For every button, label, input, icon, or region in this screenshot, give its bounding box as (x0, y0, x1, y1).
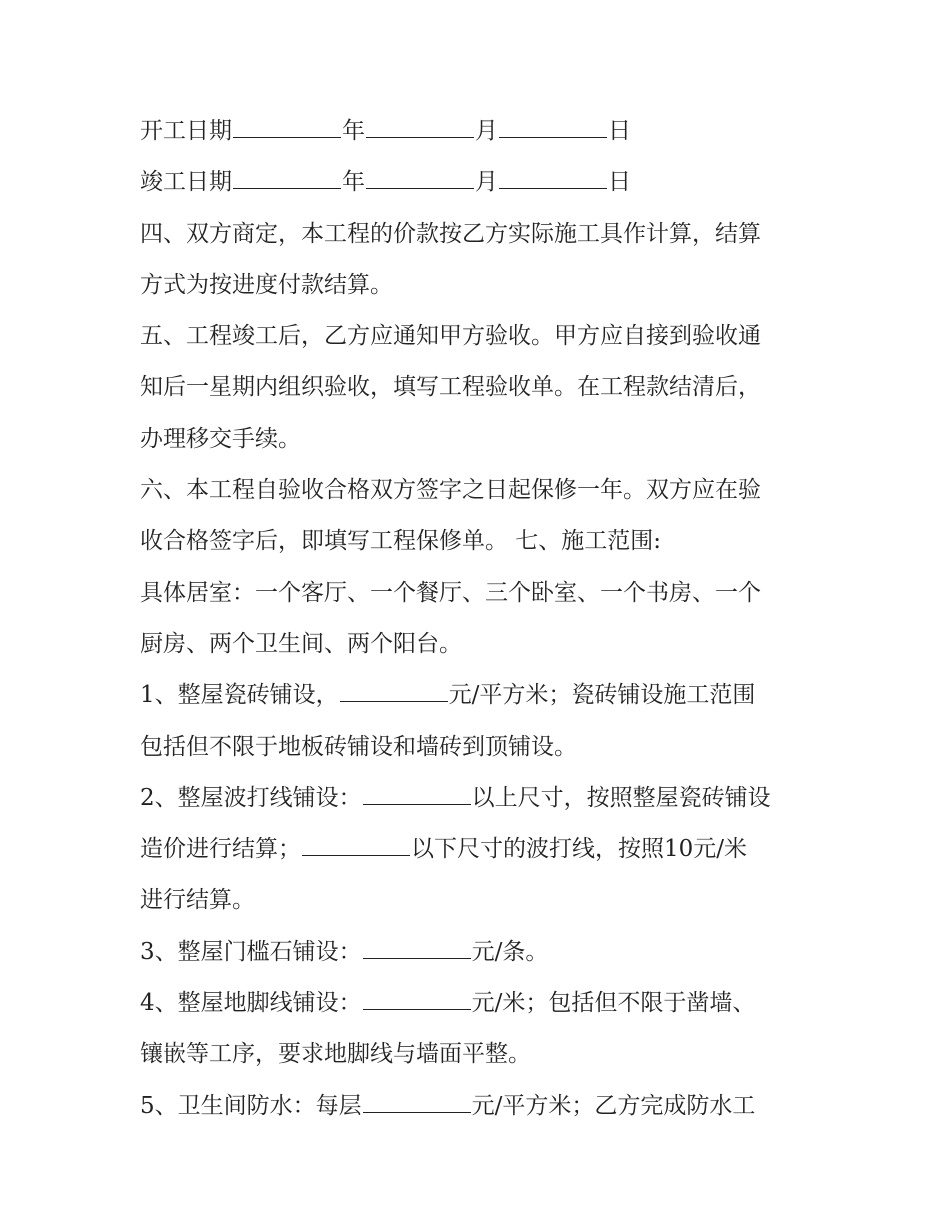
text-line (140, 875, 820, 926)
fill-in-blank (363, 803, 471, 805)
text-line (140, 1029, 820, 1080)
text-line (140, 927, 820, 978)
text-segment: 5、卫生间防水：每层 (140, 1092, 362, 1119)
text-line (140, 362, 820, 413)
text-line (140, 260, 820, 311)
text-segment: 进行结算。 (140, 887, 255, 914)
text-segment: 知后一星期内组织验收，填写工程验收单。在工程款结清后， (140, 374, 761, 401)
text-segment: 月 (475, 169, 498, 196)
text-segment: 年 (342, 169, 365, 196)
text-line (140, 978, 820, 1029)
text-segment: 厨房、两个卫生间、两个阳台。 (140, 630, 462, 657)
text-line (140, 568, 820, 619)
text-line (140, 824, 820, 875)
text-segment: 以下尺寸的波打线，按照10元/米 (411, 836, 748, 863)
fill-in-blank (366, 136, 474, 138)
text-segment: 四、双方商定，本工程的价款按乙方实际施工具作计算，结算 (140, 220, 761, 247)
text-segment: 元/米；包括但不限于凿墙、 (471, 990, 756, 1017)
text-segment: 方式为按进度付款结算。 (140, 271, 393, 298)
text-segment: 包括但不限于地板砖铺设和墙砖到顶铺设。 (140, 733, 577, 760)
text-line (140, 414, 820, 465)
fill-in-blank (233, 136, 341, 138)
text-segment: 月 (475, 118, 498, 144)
text-line (140, 773, 820, 824)
text-segment: 元/平方米；乙方完成防水工 (471, 1092, 756, 1119)
text-segment: 3、整屋门槛石铺设： (140, 938, 362, 965)
text-segment: 办理移交手续。 (140, 425, 301, 452)
fill-in-blank (363, 1008, 471, 1010)
text-line (140, 465, 820, 516)
fill-in-blank (363, 957, 471, 959)
fill-in-blank (233, 187, 341, 189)
fill-in-blank (302, 854, 410, 856)
fill-in-blank (340, 700, 448, 702)
fill-in-blank (499, 136, 607, 138)
text-segment: 具体居室：一个客厅、一个餐厅、三个卧室、一个书房、一个 (140, 579, 761, 606)
text-line (140, 106, 820, 157)
fill-in-blank (363, 1111, 471, 1113)
fill-in-blank (499, 187, 607, 189)
text-line (140, 670, 820, 721)
text-line (140, 1081, 820, 1132)
text-segment: 元/平方米；瓷砖铺设施工范围 (448, 682, 756, 709)
text-segment: 4、整屋地脚线铺设： (140, 990, 362, 1017)
text-segment: 元/条。 (471, 938, 549, 965)
text-line (140, 516, 820, 567)
text-line (140, 619, 820, 670)
text-segment: 开工日期 (140, 118, 232, 144)
text-segment: 造价进行结算； (140, 836, 301, 863)
text-segment: 镶嵌等工序，要求地脚线与墙面平整。 (140, 1041, 531, 1068)
text-segment: 以上尺寸，按照整屋瓷砖铺设 (471, 784, 771, 811)
text-segment: 2、整屋波打线铺设： (140, 784, 362, 811)
text-line (140, 209, 820, 260)
text-segment: 六、本工程自验收合格双方签字之日起保修一年。双方应在验 (140, 477, 761, 504)
text-segment: 五、工程竣工后，乙方应通知甲方验收。甲方应自接到验收通 (140, 323, 761, 350)
text-line (140, 157, 820, 208)
text-segment: 日 (608, 169, 631, 196)
text-line (140, 311, 820, 362)
fill-in-blank (366, 187, 474, 189)
text-segment: 日 (608, 118, 631, 144)
text-line (140, 722, 820, 773)
text-segment: 年 (342, 118, 365, 144)
contract-text (140, 106, 820, 1132)
text-segment: 收合格签字后，即填写工程保修单。 七、施工范围: (140, 528, 662, 555)
text-segment: 竣工日期 (140, 169, 232, 196)
text-segment: 1、整屋瓷砖铺设， (140, 682, 339, 709)
